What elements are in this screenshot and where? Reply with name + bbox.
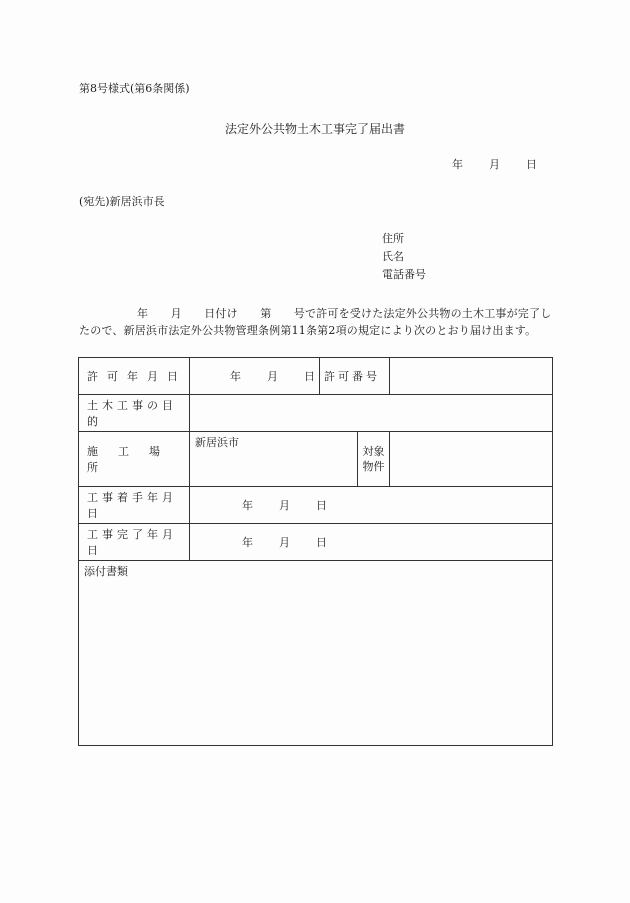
applicant-name-label: 氏名 (382, 250, 404, 263)
purpose-value[interactable] (190, 395, 553, 432)
document-title: 法定外公共物土木工事完了届出書 (224, 122, 405, 136)
report-form-table (78, 357, 553, 746)
row-start-date (79, 487, 553, 524)
start-date-month: 月 (279, 499, 290, 512)
end-date-month: 月 (279, 536, 290, 549)
target-label-line2: 物件 (362, 460, 385, 473)
addressee: (宛先)新居浜市長 (79, 195, 165, 208)
permit-date-year: 年 (230, 370, 241, 383)
permit-number-label: 許可番号 (320, 358, 390, 395)
end-date-day: 日 (316, 536, 327, 549)
permit-date-label: 許可年月日 (79, 358, 190, 395)
row-location (79, 432, 553, 487)
row-end-date (79, 524, 553, 561)
target-property-label (358, 432, 390, 487)
end-date-value[interactable] (190, 524, 553, 561)
location-label: 施工場所 (79, 432, 190, 487)
permit-date-month: 月 (267, 370, 278, 383)
start-date-label: 工事着手年月日 (79, 487, 190, 524)
start-date-year: 年 (242, 499, 253, 512)
permit-date-value[interactable] (190, 358, 320, 395)
applicant-address-label: 住所 (382, 232, 404, 245)
notification-body: 年 月 日付け 第 号で許可を受けた法定外公共物の土木工事が完了したので、新居浜市法定外公共物管理条例第11条第2項の規定により次のとおり届け出ます。 (79, 307, 552, 337)
location-value[interactable]: 新居浜市 (190, 432, 358, 487)
target-label-line1: 対象 (362, 445, 385, 458)
start-date-value[interactable] (190, 487, 553, 524)
attachments-area[interactable] (79, 561, 553, 746)
start-date-day: 日 (316, 499, 327, 512)
row-attachments (79, 561, 553, 746)
date-day: 日 (526, 158, 537, 171)
purpose-label: 土木工事の目的 (79, 395, 190, 432)
attachments-label: 添付書類 (84, 565, 128, 578)
applicant-phone-label: 電話番号 (382, 268, 426, 281)
end-date-label: 工事完了年月日 (79, 524, 190, 561)
date-year: 年 (452, 158, 463, 171)
end-date-year: 年 (242, 536, 253, 549)
row-permit-date (79, 358, 553, 395)
date-month: 月 (489, 158, 500, 171)
form-number: 第8号様式(第6条関係) (79, 82, 190, 95)
permit-date-day: 日 (304, 370, 315, 383)
submission-date (452, 156, 537, 172)
permit-number-value[interactable] (390, 358, 553, 395)
target-property-value[interactable] (390, 432, 553, 487)
row-purpose (79, 395, 553, 432)
